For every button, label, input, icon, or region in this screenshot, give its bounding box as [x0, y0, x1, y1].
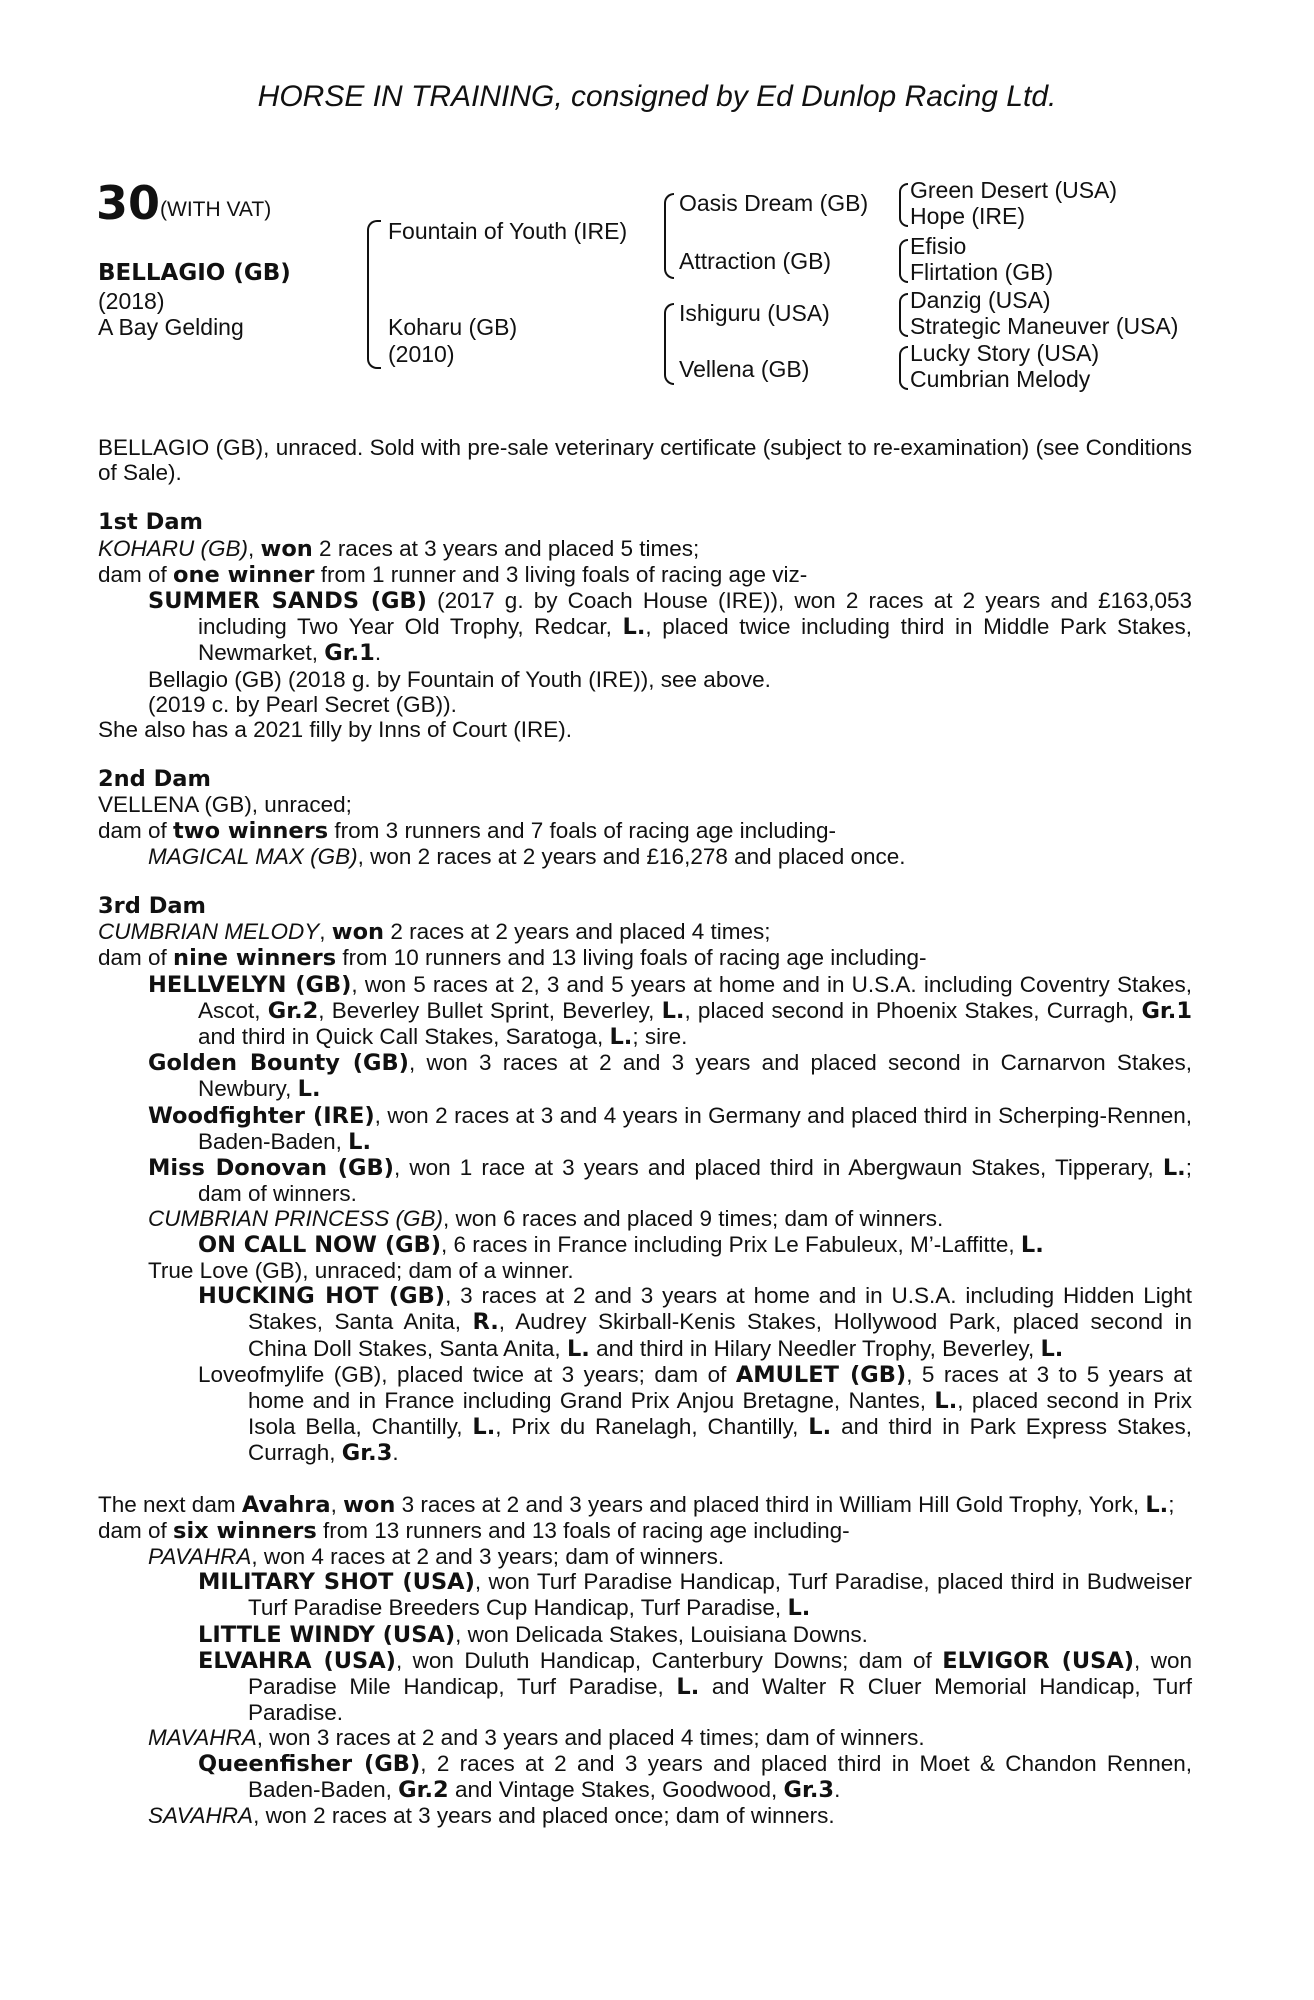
second-dam-heading: 2nd Dam [98, 766, 211, 793]
foal-year: (2018) [98, 288, 165, 314]
text-run: , won Paradise Mile Handicap, Turf Paradise, [248, 1647, 1192, 1699]
text-run: , [330, 1491, 344, 1517]
text-run: L. [1162, 1155, 1186, 1182]
pedigree-dsd: Strategic Maneuver (USA) [910, 313, 1179, 339]
first-dam-heading: 1st Dam [98, 509, 203, 536]
text-run: , 2 races at 2 and 3 years and placed third in Moet & Chandon Rennen, Baden-Baden, [248, 1750, 1192, 1802]
text-run: (2017 g. by Coach House (IRE)), won 2 races at 2 years and £163,053 including Two Year Old Trophy, Redcar, [198, 588, 1192, 640]
pedigree-sire: Fountain of Youth (IRE) [388, 218, 628, 244]
text-run: CUMBRIAN MELODY [98, 919, 320, 945]
text-run: L. [676, 1673, 700, 1700]
text-run: ON CALL NOW (GB) [198, 1231, 442, 1258]
text-run: from 10 runners and 13 living foals of racing age including- [336, 945, 927, 971]
first-dam-produce-3: (2019 c. by Pearl Secret (GB)). [148, 691, 457, 717]
text-run: PAVAHRA [148, 1543, 252, 1569]
text-run: Miss Donovan (GB) [148, 1155, 394, 1182]
text-run: SUMMER SANDS (GB) [148, 588, 427, 615]
pedigree-brace-ds [899, 293, 908, 337]
text-run: ; [1168, 1491, 1175, 1517]
text-run: Loveofmylife (GB), placed twice at 3 years; dam of [198, 1361, 736, 1387]
text-run: , 5 races at 3 to 5 years at home and in France including Grand Prix Anjou Bretagne, Nantes, [248, 1361, 1192, 1413]
text-run: and third in Quick Call Stakes, Saratoga, [198, 1024, 610, 1050]
text-run: L. [1145, 1491, 1169, 1518]
text-run: , won Turf Paradise Handicap, Turf Paradise, placed third in Budweiser Turf Paradise Breeders Cup Handicap, Turf Paradise, [248, 1569, 1192, 1621]
text-run: dam of [98, 561, 174, 587]
text-run: , won 1 race at 3 years and placed third in Abergwaun Stakes, Tipperary, [393, 1155, 1163, 1181]
text-run: , won 3 races at 2 and 3 years and placed 4 times; dam of winners. [256, 1725, 925, 1751]
pedigree-sds: Efisio [910, 233, 967, 259]
page-header: HORSE IN TRAINING, consigned by Ed Dunlop Racing Ltd. [257, 80, 1057, 113]
text-run: HUCKING HOT (GB) [198, 1283, 446, 1310]
pedigree-sss: Green Desert (USA) [910, 177, 1118, 203]
text-run: , placed twice including third in Middle Park Stakes, Newmarket, [198, 614, 1192, 666]
text-run: HELLVELYN (GB) [148, 971, 352, 998]
horse-description: A Bay Gelding [98, 314, 244, 340]
text-run: , 6 races in France including Prix Le Fabuleux, M’-Laffitte, [441, 1231, 1021, 1257]
text-run: and third in Park Express Stakes, Curragh, [248, 1414, 1192, 1466]
intro-paragraph: BELLAGIO (GB), unraced. Sold with pre-sale veterinary certificate (subject to re-examination) (see Conditions of Sale). [98, 435, 1192, 486]
text-run: L. [661, 997, 685, 1024]
text-run: KOHARU (GB) [98, 535, 249, 561]
pedigree-ddd: Cumbrian Melody [910, 366, 1091, 392]
text-run: MAVAHRA [148, 1725, 257, 1751]
text-run: MAGICAL MAX (GB) [148, 843, 358, 869]
produce-little-windy [98, 1622, 1192, 1648]
text-run: Woodfighter (IRE) [148, 1102, 375, 1129]
text-run: , won 5 races at 2, 3 and 5 years at home and in U.S.A. including Coventry Stakes, Ascot, [198, 971, 1192, 1023]
text-run: ; sire. [632, 1024, 688, 1050]
produce-pavahra [98, 1544, 1192, 1569]
first-dam-produce-2: Bellagio (GB) (2018 g. by Fountain of Youth (IRE)), see above. [148, 666, 771, 692]
next-dam-line1 [98, 1492, 1192, 1518]
text-run: , Beverley Bullet Sprint, Beverley, [318, 997, 662, 1023]
pedigree-brace-ss [899, 183, 908, 227]
text-run: nine winners [173, 945, 337, 972]
text-run: , Audrey Skirball-Kenis Stakes, Hollywood Park, placed second in China Doll Stakes, Santa Anita, [248, 1309, 1192, 1361]
text-run: won [343, 1491, 396, 1518]
first-dam-produce-1 [98, 588, 1192, 667]
text-run: , won 2 races at 2 years and £16,278 and placed once. [357, 843, 906, 869]
text-run: dam of [98, 945, 174, 971]
text-run: . [374, 640, 382, 666]
text-run: from 3 runners and 7 foals of racing age including- [328, 817, 836, 843]
text-run: AMULET (GB) [735, 1361, 907, 1388]
text-run: Gr.3 [783, 1776, 835, 1803]
text-run: L. [297, 1076, 321, 1103]
text-run: ELVIGOR (USA) [942, 1647, 1135, 1674]
text-run: ELVAHRA (USA) [198, 1647, 396, 1674]
text-run: , won 6 races and placed 9 times; dam of winners. [443, 1206, 944, 1232]
third-dam-heading: 3rd Dam [98, 893, 206, 920]
text-run: dam of [98, 1517, 174, 1543]
text-run: LITTLE WINDY (USA) [198, 1621, 456, 1648]
text-run: two winners [173, 817, 329, 844]
text-run: six winners [173, 1517, 317, 1544]
text-run: Gr.1 [1141, 997, 1193, 1024]
first-dam-line1: KOHARU (GB), won 2 races at 3 years and placed 5 times; [98, 535, 700, 562]
produce-loveofmylife [98, 1362, 1192, 1467]
text-run: Queenfisher (GB) [198, 1750, 421, 1777]
text-run: Gr.1 [324, 640, 375, 667]
pedigree-dam-year: (2010) [388, 341, 455, 367]
text-run: 2 races at 3 years and placed 5 times; [312, 535, 700, 561]
horse-name: BELLAGIO (GB) [98, 260, 291, 286]
produce-cumbrian-princess [98, 1206, 1192, 1231]
produce-hellvelyn [98, 972, 1192, 1051]
produce-elvahra [98, 1648, 1192, 1726]
pedigree-dam: Koharu (GB) [388, 314, 518, 340]
text-run: Golden Bounty (GB) [148, 1050, 409, 1077]
text-run: , placed second in Prix Isola Bella, Chantilly, [248, 1387, 1193, 1440]
produce-miss-donovan [98, 1155, 1192, 1206]
text-run: L. [787, 1595, 811, 1622]
text-run: L. [566, 1335, 590, 1362]
text-run: , won 3 races at 2 and 3 years and placed second in Carnarvon Stakes, Newbury, [198, 1050, 1192, 1102]
text-run: The next dam [98, 1491, 242, 1517]
text-run: ; dam of winners. [198, 1155, 1192, 1207]
text-run: and Walter R Cluer Memorial Handicap, Turf Paradise. [248, 1673, 1192, 1726]
pedigree-brace-dd [899, 346, 908, 390]
pedigree-ssd: Hope (IRE) [910, 203, 1026, 229]
text-run: one winner [173, 561, 315, 588]
produce-hucking-hot [98, 1283, 1192, 1362]
text-run: L. [622, 614, 646, 641]
vat-label: (WITH VAT) [160, 198, 272, 221]
produce-mavahra [98, 1725, 1192, 1750]
produce-golden-bounty [98, 1050, 1192, 1102]
text-run: 2 races at 2 years and placed 4 times; [384, 919, 771, 945]
text-run: from 13 runners and 13 foals of racing age including- [316, 1517, 850, 1543]
text-run: L. [609, 1024, 633, 1051]
text-run: MILITARY SHOT (USA) [198, 1569, 475, 1596]
text-run: and Vintage Stakes, Goodwood, [448, 1776, 784, 1802]
pedigree-brace-dam [664, 303, 674, 385]
second-dam-produce-1 [98, 844, 1192, 869]
pedigree-sd: Attraction (GB) [679, 248, 832, 274]
text-run: , won 4 races at 2 and 3 years; dam of winners. [251, 1543, 725, 1569]
pedigree-brace-main [367, 220, 381, 369]
third-dam-line2 [98, 945, 1192, 971]
text-run: L. [1040, 1335, 1064, 1362]
text-run: , won Delicada Stakes, Louisiana Downs. [455, 1621, 868, 1647]
produce-queenfisher [98, 1751, 1192, 1803]
pedigree-ss: Oasis Dream (GB) [679, 190, 869, 216]
produce-woodfighter [98, 1103, 1192, 1155]
text-run: L. [1020, 1231, 1044, 1258]
pedigree-dd: Vellena (GB) [679, 356, 810, 382]
third-dam-line1: CUMBRIAN MELODY, won 2 races at 2 years and placed 4 times; [98, 919, 771, 946]
produce-true-love: True Love (GB), unraced; dam of a winner. [148, 1257, 574, 1283]
next-dam-line2 [98, 1518, 1192, 1544]
text-run: , won Duluth Handicap, Canterbury Downs; dam of [395, 1647, 943, 1673]
pedigree-brace-sd [899, 239, 908, 283]
text-run: dam of [98, 817, 174, 843]
text-run: , placed second in Phoenix Stakes, Curragh, [684, 997, 1142, 1023]
text-run: L. [808, 1414, 832, 1441]
second-dam-line2 [98, 818, 1192, 844]
pedigree-sdd: Flirtation (GB) [910, 259, 1054, 285]
produce-on-call-now [98, 1232, 1192, 1258]
first-dam-line2 [98, 562, 1192, 588]
text-run: and third in Hilary Needler Trophy, Beverley, [589, 1335, 1041, 1361]
text-run: . [834, 1776, 841, 1802]
text-run: 3 races at 2 and 3 years and placed third in William Hill Gold Trophy, York, [395, 1491, 1146, 1517]
text-run: CUMBRIAN PRINCESS (GB) [148, 1206, 444, 1232]
text-run: Gr.3 [341, 1440, 393, 1467]
text-run: R. [472, 1309, 499, 1336]
text-run: L. [934, 1387, 958, 1414]
produce-military-shot [98, 1569, 1192, 1621]
pedigree-ds: Ishiguru (USA) [679, 300, 830, 326]
second-dam-line1: VELLENA (GB), unraced; [98, 792, 352, 818]
pedigree-dss: Danzig (USA) [910, 287, 1051, 313]
lot-number: 30 [96, 176, 161, 230]
text-run: won [331, 919, 385, 946]
catalogue-body [98, 435, 1192, 1828]
first-dam-note: She also has a 2021 filly by Inns of Court (IRE). [98, 717, 572, 743]
pedigree-dds: Lucky Story (USA) [910, 340, 1100, 366]
text-run: L. [472, 1414, 496, 1441]
text-run: , Prix du Ranelagh, Chantilly, [495, 1414, 809, 1440]
text-run: SAVAHRA [148, 1802, 254, 1828]
text-run: Gr.2 [267, 997, 319, 1024]
text-run: from 1 runner and 3 living foals of racing age viz- [314, 561, 808, 587]
pedigree-brace-sire [664, 193, 674, 279]
text-run: Gr.2 [398, 1776, 449, 1803]
text-run: , won 2 races at 3 and 4 years in Germany and placed third in Scherping-Rennen, Baden-Baden, [198, 1102, 1193, 1154]
text-run: Avahra [241, 1491, 331, 1518]
text-run: . [392, 1440, 399, 1466]
text-run: L. [348, 1128, 372, 1155]
text-run: , 3 races at 2 and 3 years at home and in U.S.A. including Hidden Light Stakes, Santa Anita, [248, 1283, 1192, 1335]
text-run: , won 2 races at 3 years and placed once; dam of winners. [253, 1802, 835, 1828]
text-run: won [260, 535, 313, 562]
produce-savahra [98, 1803, 1192, 1828]
